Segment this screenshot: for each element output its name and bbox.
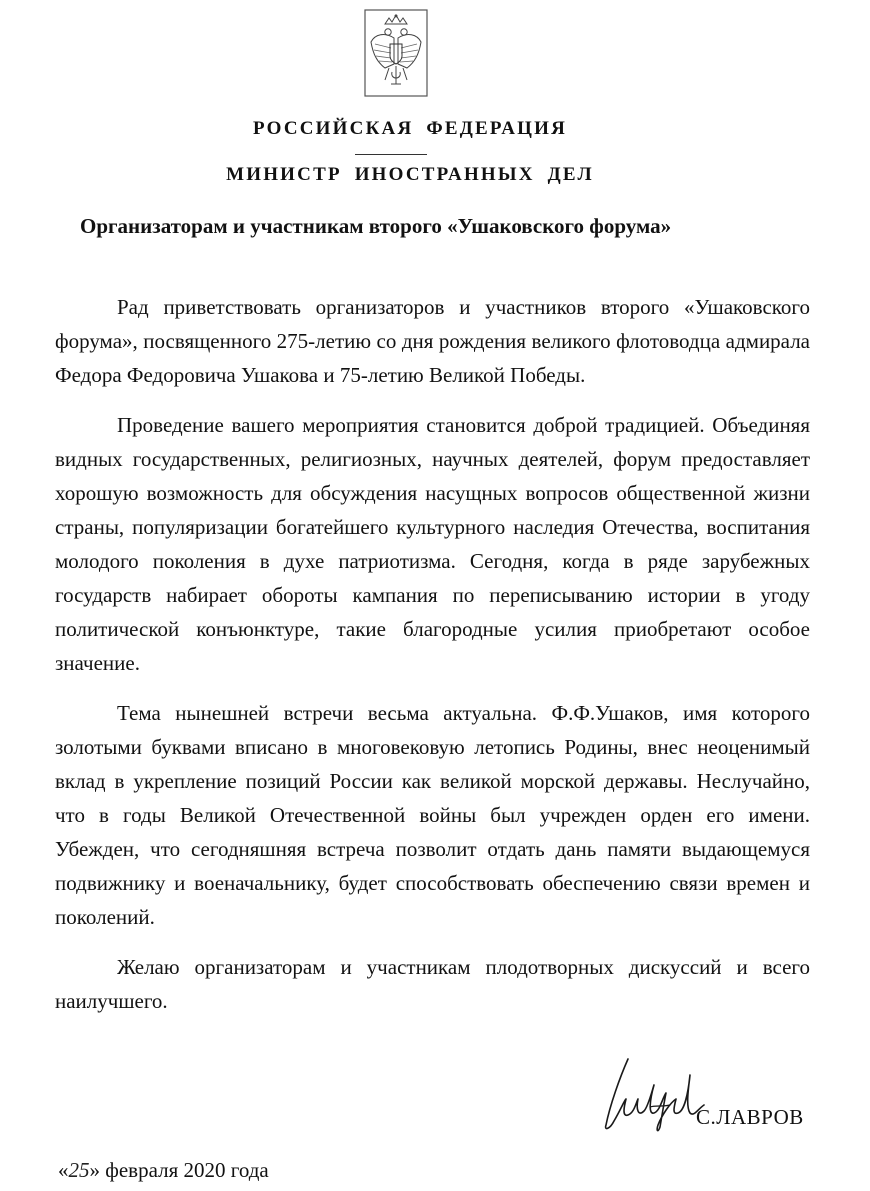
paragraph-2: Проведение вашего мероприятия становится доброй традицией. Объединяя видных государственных, религиозных, научных деятелей, форум предоставляет хорошую возможность для обсуждения насущных вопросов общественной жизни страны, популяризации богатейшего культурного наследия Отечества, воспитания молодого поколения в духе патриотизма. Сегодня, когда в ряде зарубежных государств набирает обороты кампания по переписыванию истории в угоду политической конъюнктуре, такие благородные усилия приобретают особое значение. bbox=[55, 413, 810, 675]
letterhead-office: МИНИСТР ИНОСТРАННЫХ ДЕЛ bbox=[226, 164, 594, 185]
paragraph-4: Желаю организаторам и участникам плодотворных дискуссий и всего наилучшего. bbox=[55, 955, 810, 1013]
date-close-quote: » bbox=[89, 1158, 100, 1182]
date-day: 25 bbox=[68, 1158, 90, 1182]
addressee-heading: Организаторам и участникам второго «Ушаковского форума» bbox=[80, 214, 672, 238]
date-open-quote: « bbox=[58, 1158, 69, 1182]
signer-name: С.ЛАВРОВ bbox=[696, 1105, 804, 1129]
letter-date bbox=[58, 1158, 269, 1183]
letter-body bbox=[55, 290, 810, 1034]
paragraph-3: Тема нынешней встречи весьма актуальна. Ф.Ф.Ушаков, имя которого золотыми буквами вписано в многовековую летопись Родины, внес неоценимый вклад в укрепление позиций России как великой морской державы. Неслучайно, что в годы Великой Отечественной войны был учрежден орден его имени. Убежден, что сегодняшняя встреча позволит отдать дань памяти выдающемуся подвижнику и военачальнику, будет способствовать обеспечению связи времен и поколений. bbox=[55, 701, 810, 929]
date-month-year: февраля 2020 года bbox=[105, 1158, 269, 1182]
paragraph-1: Рад приветствовать организаторов и участников второго «Ушаковского форума», посвященного 275-летию со дня рождения великого флотоводца адмирала Федора Федоровича Ушакова и 75-летию Великой Победы. bbox=[55, 295, 810, 387]
letterhead-country: РОССИЙСКАЯ ФЕДЕРАЦИЯ bbox=[252, 118, 568, 139]
letterhead-divider bbox=[355, 154, 427, 155]
coat-of-arms-icon bbox=[363, 8, 429, 98]
